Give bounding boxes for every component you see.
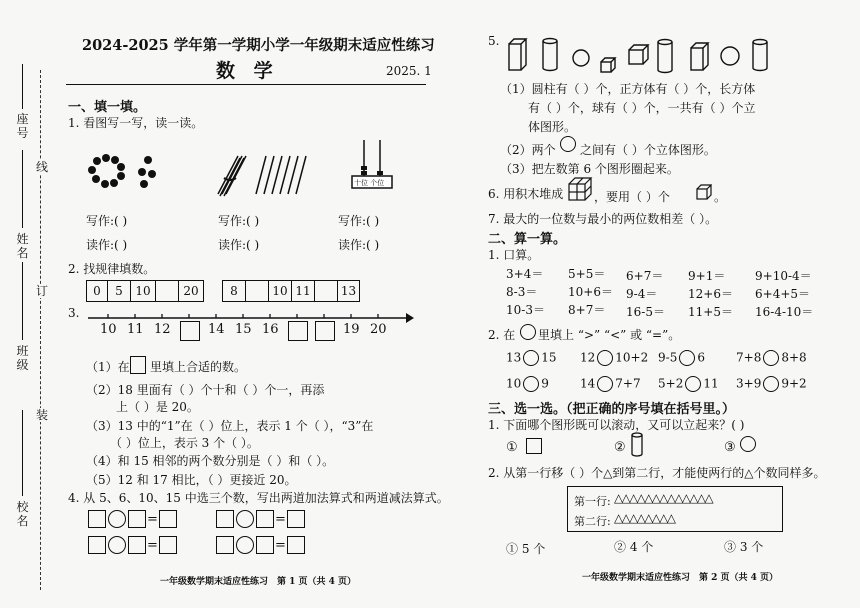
school-fill-line — [22, 410, 23, 496]
calc-item[interactable]: 12+6＝ — [688, 287, 733, 301]
sticks-bundle-picture — [212, 150, 318, 200]
seq2-blank[interactable] — [315, 281, 338, 301]
option-3-label[interactable]: ③ — [724, 440, 736, 455]
row1-label: 第一行: — [574, 495, 611, 508]
compare-left: 3+9 — [736, 376, 762, 391]
compare-item[interactable] — [658, 376, 719, 392]
read-answer-3[interactable]: 读作:( ) — [338, 238, 380, 252]
seq2-cell: 8 — [223, 281, 246, 301]
q5-2-suffix: 之间有（ ）个立体图形。 — [580, 143, 716, 157]
calc-item[interactable]: 6+4+5＝ — [755, 287, 811, 301]
cube-stack-icon — [567, 176, 593, 202]
equation-template[interactable]: = — [88, 536, 177, 554]
seq1-cell: 0 — [87, 281, 108, 301]
compare-right: 7+7 — [615, 376, 641, 391]
calc-item[interactable]: 10-3＝ — [506, 303, 545, 317]
name-label: 姓名 — [16, 232, 29, 260]
page1-footer: 一年级数学期末适应性练习 第 1 页（共 4 页） — [160, 577, 357, 587]
q6-middle: ，要用（ ）个 — [594, 190, 670, 204]
exam-title: 2024-2025 学年第一学期小学一年级期末适应性练习 — [82, 37, 435, 54]
compare-left: 9-5 — [658, 350, 678, 365]
line-mark: 线 — [35, 160, 48, 174]
class-label: 班级 — [16, 344, 29, 372]
solid-shapes-row — [504, 36, 776, 76]
school-label: 校名 — [16, 500, 29, 528]
q6-suffix: 。 — [714, 190, 727, 204]
q3-3-line2: （ ）位上，表示 3 个（ ）。 — [110, 436, 259, 450]
option-a[interactable]: ① 5 个 — [506, 542, 546, 556]
compare-item[interactable] — [506, 376, 549, 392]
binding-line — [40, 70, 41, 590]
compare-right: 6 — [697, 350, 705, 365]
seq2-blank[interactable] — [246, 281, 269, 301]
numberline-label: 16 — [262, 322, 279, 337]
q5-2-prefix: （2）两个 — [500, 143, 556, 157]
q3-3-line1: （3）13 中的“1”在（ ）位上，表示 1 个（ ），“3”在 — [86, 419, 374, 433]
seat-fill-line — [22, 64, 23, 109]
title-rule — [66, 84, 426, 85]
seal-mark: 装 — [35, 408, 48, 422]
q2-2-suffix: 里填上 “>” “<” 或 “=”。 — [538, 328, 681, 342]
numberline-label: 19 — [343, 322, 360, 337]
equation-template[interactable]: = — [216, 510, 305, 528]
compare-right: 10+2 — [615, 350, 649, 365]
sequence-row-2 — [222, 280, 360, 302]
compare-left: 14 — [580, 376, 596, 391]
q2-1-text: 1. 口算。 — [488, 248, 540, 262]
q5-3-text: （3）把左数第 6 个图形圈起来。 — [500, 162, 679, 176]
write-answer-1[interactable]: 写作:( ) — [86, 214, 128, 228]
write-answer-3[interactable]: 写作:( ) — [338, 214, 380, 228]
subject-title: 数 学 — [216, 60, 279, 82]
q3-text: 3. — [68, 306, 80, 320]
q3-5-text: （5）12 和 17 相比，（ ）更接近 20。 — [86, 473, 297, 487]
bind-mark: 订 — [35, 284, 48, 298]
q2-text: 2. 找规律填数。 — [68, 262, 156, 276]
compare-left: 12 — [580, 350, 596, 365]
q3-1-suffix: 里填上合适的数。 — [150, 360, 247, 374]
triangle-rows-box — [567, 486, 783, 532]
calc-item[interactable]: 3+4＝ — [506, 267, 544, 281]
section-choose: 三、选一选。（把正确的序号填在括号里。） — [488, 402, 736, 417]
q3-2-question: 2. 从第一行移（ ）个△到第二行，才能使两行的△个数同样多。 — [488, 466, 826, 480]
compare-item[interactable] — [580, 350, 648, 366]
circle-symbol — [520, 324, 536, 340]
bead-ring-picture — [84, 150, 174, 200]
option-1-label[interactable]: ① — [506, 440, 518, 455]
equation-template[interactable]: = — [216, 536, 305, 554]
write-answer-2[interactable]: 写作:( ) — [218, 214, 260, 228]
calc-item[interactable]: 9-4＝ — [626, 287, 658, 301]
section-calc: 二、算一算。 — [488, 232, 567, 247]
numberline-label: 10 — [100, 322, 117, 337]
compare-left: 13 — [506, 350, 522, 365]
compare-left: 10 — [506, 376, 522, 391]
row1-triangles: △△△△△△△△△△△△△ — [614, 491, 712, 505]
compare-right: 9 — [541, 376, 549, 391]
q2-2-prefix: 2. 在 — [488, 328, 516, 342]
numberline-label: 11 — [127, 322, 144, 337]
compare-left: 7+8 — [736, 350, 762, 365]
calc-item[interactable]: 5+5＝ — [568, 267, 606, 281]
calc-item[interactable]: 8+7＝ — [568, 303, 606, 317]
q5-1-line1: （1）圆柱有（ ）个，正方体有（ ）个，长方体 — [500, 82, 756, 96]
seq1-blank[interactable] — [156, 281, 179, 301]
calc-item[interactable]: 11+5＝ — [688, 305, 733, 319]
compare-right: 9+2 — [781, 376, 807, 391]
seq1-cell: 5 — [108, 281, 131, 301]
sequence-row-1 — [86, 280, 204, 302]
numberline-label: 15 — [235, 322, 252, 337]
seq1-cell: 20 — [183, 284, 199, 298]
calc-item[interactable]: 16-4-10＝ — [755, 305, 814, 319]
q5-1-line3: 体图形。 — [528, 120, 577, 134]
q6-prefix: 6. 用积木堆成 — [488, 187, 564, 201]
seq2-cell: 11 — [292, 281, 315, 301]
calc-item[interactable]: 8-3＝ — [506, 285, 538, 299]
compare-left: 5+2 — [658, 376, 684, 391]
compare-right: 11 — [703, 376, 719, 391]
q4-text: 4. 从 5、6、10、15 中选三个数，写出两道加法算式和两道减法算式。 — [68, 491, 449, 505]
box-symbol — [130, 356, 146, 374]
calc-item[interactable]: 10+6＝ — [568, 285, 613, 299]
option-b[interactable]: ② 4 个 — [614, 540, 654, 554]
compare-right: 8+8 — [781, 350, 807, 365]
calc-item[interactable]: 9+10-4＝ — [755, 269, 812, 283]
abacus-place-label: 十位 个位 — [354, 179, 385, 187]
seat-label: 座号 — [16, 112, 29, 140]
cylinder-icon[interactable] — [630, 432, 644, 458]
exam-date: 2025. 1 — [386, 64, 432, 78]
small-cube-icon — [696, 184, 712, 200]
square-icon[interactable] — [526, 438, 542, 454]
compare-item[interactable] — [736, 376, 807, 392]
calc-item[interactable]: 6+7＝ — [626, 269, 664, 283]
compare-item[interactable] — [580, 376, 641, 392]
option-c[interactable]: ③ 3 个 — [724, 540, 764, 554]
compare-item[interactable] — [736, 350, 807, 366]
numberline-blank-box[interactable] — [315, 321, 335, 341]
compare-item[interactable] — [506, 350, 557, 366]
q5-text: 5. — [488, 34, 500, 48]
sphere-icon[interactable] — [740, 436, 756, 452]
compare-item[interactable] — [658, 350, 705, 366]
seq2-cell: 13 — [340, 284, 357, 298]
option-2-label[interactable]: ② — [614, 440, 626, 455]
numberline-label: 20 — [370, 322, 387, 337]
name-fill-line — [22, 150, 23, 228]
numberline-blank-box[interactable] — [288, 321, 308, 341]
q7-text: 7. 最大的一位数与最小的两位数相差（ ）。 — [488, 212, 718, 226]
row2-triangles: △△△△△△△△ — [614, 511, 675, 525]
q3-1-question: 1. 下面哪个图形既可以滚动，又可以立起来？( ) — [488, 418, 745, 432]
numberline-label: 12 — [154, 322, 171, 337]
q3-1-prefix: （1）在 — [86, 360, 130, 374]
q3-2-line2: 上（ ）是 20。 — [116, 400, 199, 414]
read-answer-1[interactable]: 读作:( ) — [86, 238, 128, 252]
q3-4-text: （4）和 15 相邻的两个数分别是（ ）和（ ）。 — [86, 454, 335, 468]
q3-2-line1: （2）18 里面有（ ）个十和（ ）个一，再添 — [86, 383, 325, 397]
read-answer-2[interactable]: 读作:( ) — [218, 238, 260, 252]
calc-item[interactable]: 9+1＝ — [688, 269, 726, 283]
q1-text: 1. 看图写一写，读一读。 — [68, 116, 204, 130]
seq2-cell: 10 — [269, 281, 292, 301]
seq1-cell: 10 — [131, 281, 156, 301]
numberline-blank-box[interactable] — [180, 321, 200, 341]
sphere-icon — [560, 136, 576, 152]
q5-1-line2: 有（ ）个，球有（ ）个，一共有（ ）个立 — [528, 101, 756, 115]
class-fill-line — [22, 262, 23, 340]
equation-template[interactable]: = — [88, 510, 177, 528]
numberline-label: 14 — [208, 322, 225, 337]
section-fill: 一、填一填。 — [68, 100, 147, 115]
compare-right: 15 — [541, 350, 557, 365]
row2-label: 第二行: — [574, 515, 611, 528]
page2-footer: 一年级数学期末适应性练习 第 2 页（共 4 页） — [582, 573, 779, 583]
calc-item[interactable]: 16-5＝ — [626, 305, 665, 319]
